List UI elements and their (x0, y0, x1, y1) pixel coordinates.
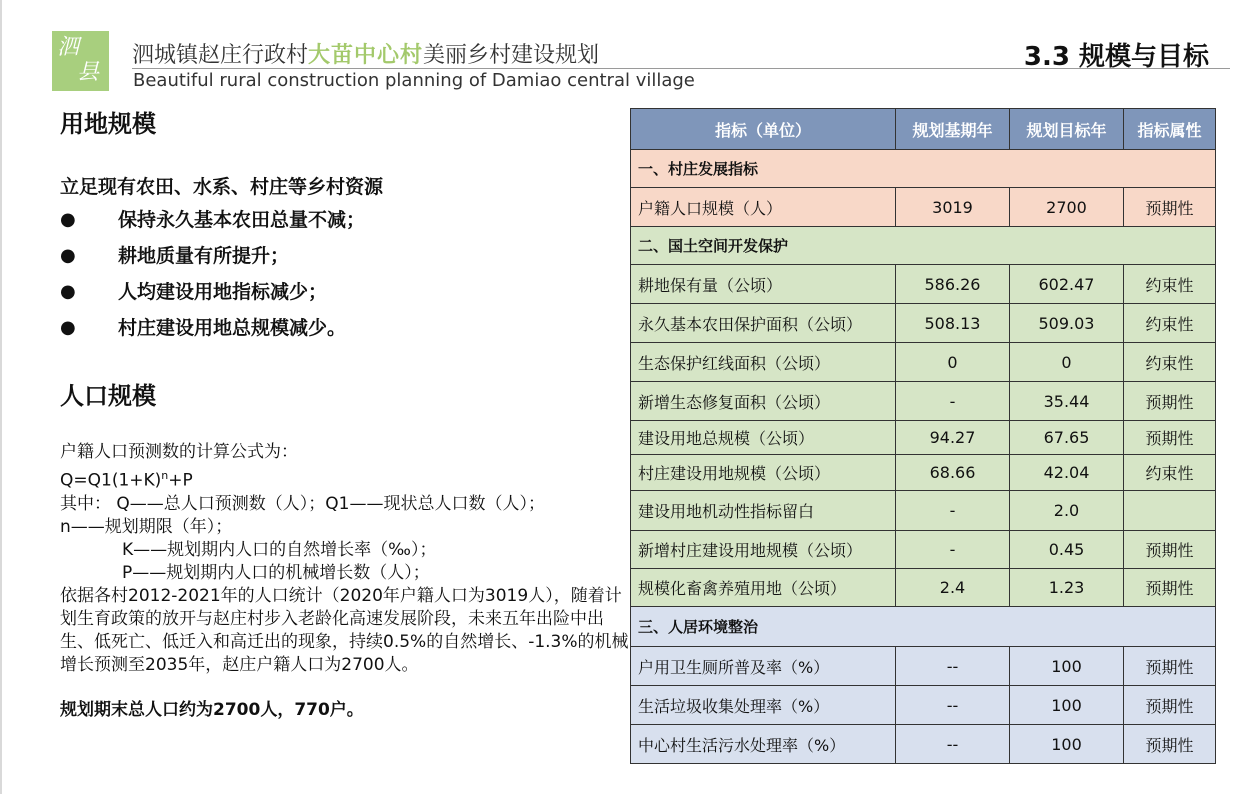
target-value: 35.44 (1010, 382, 1124, 421)
header-target-year: 规划目标年 (1010, 109, 1124, 150)
list-item (60, 205, 365, 241)
formula-tail: +P (168, 470, 193, 491)
bullet-icon: ● (60, 281, 76, 302)
attribute-value: 预期性 (1124, 647, 1216, 686)
definition-q: 其中： Q——总人口预测数（人）；Q1——现状总人口数（人）； (60, 493, 545, 514)
list-item (60, 241, 365, 277)
base-value: - (896, 382, 1010, 421)
indicator-name: 户用卫生厕所普及率（%） (631, 647, 896, 686)
section-row-living-environment (631, 607, 1216, 647)
indicator-name: 中心村生活污水处理率（%） (631, 725, 896, 764)
list-item (60, 277, 365, 313)
section-row-land-protection (631, 227, 1216, 265)
population-scale-title: 人口规模 (60, 382, 156, 410)
base-value: 3019 (896, 188, 1010, 227)
table-row (631, 569, 1216, 607)
header-attribute: 指标属性 (1124, 109, 1216, 150)
table-row (631, 455, 1216, 491)
target-value: 2.0 (1010, 491, 1124, 531)
population-paragraph: 依据各村2012-2021年的人口统计（2020年户籍人口为3019人），随着计划生育政策的放开与赵庄村步入老龄化高速发展阶段，未来五年出险中出生、低死亡、低迁入和高迁出的现象，持续0.5%的自然增长、-1.3%的机械增长预测至2035年，赵庄户籍人口为2700人。 (60, 585, 629, 675)
table-row (631, 647, 1216, 686)
bullet-icon: ● (60, 209, 76, 230)
attribute-value: 预期性 (1124, 686, 1216, 725)
table-row (631, 265, 1216, 304)
target-value: 2700 (1010, 188, 1124, 227)
indicator-name: 户籍人口规模（人） (631, 188, 896, 227)
formula-exponent: n (161, 469, 169, 482)
title-prefix: 泗城镇赵庄行政村 (132, 43, 309, 68)
bullet-text: 村庄建设用地总规模减少。 (118, 317, 347, 339)
population-text-block (60, 441, 630, 722)
attribute-value: 预期性 (1124, 531, 1216, 569)
base-value: -- (896, 725, 1010, 764)
attribute-value: 约束性 (1124, 455, 1216, 491)
table-header-row (631, 109, 1216, 150)
bullet-icon: ● (60, 317, 76, 338)
county-logo (52, 31, 109, 91)
land-bullet-list (60, 205, 365, 349)
section-title: 二、国土空间开发保护 (631, 227, 1216, 265)
table-row (631, 421, 1216, 455)
attribute-value: 约束性 (1124, 265, 1216, 304)
attribute-value (1124, 491, 1216, 531)
table-row (631, 382, 1216, 421)
indicator-table (630, 108, 1216, 764)
left-edge-rule (0, 0, 2, 794)
table-row (631, 686, 1216, 725)
indicator-name: 新增村庄建设用地规模（公顷） (631, 531, 896, 569)
bullet-icon: ● (60, 245, 76, 266)
definition-k: K——规划期内人口的自然增长率（‰）； (122, 539, 437, 560)
indicator-name: 生活垃圾收集处理率（%） (631, 686, 896, 725)
table-row (631, 725, 1216, 764)
section-heading: 3.3 规模与目标 (1023, 42, 1209, 72)
attribute-value: 约束性 (1124, 304, 1216, 343)
page-title (132, 38, 599, 69)
section-row-village-development (631, 150, 1216, 188)
attribute-value: 预期性 (1124, 569, 1216, 607)
attribute-value: 预期性 (1124, 188, 1216, 227)
definition-p: P——规划期内人口的机械增长数（人）； (122, 562, 430, 583)
section-title: 三、人居环境整治 (631, 607, 1216, 647)
indicator-name: 新增生态修复面积（公顷） (631, 382, 896, 421)
bullet-text: 保持永久基本农田总量不减； (118, 209, 366, 231)
base-value: - (896, 531, 1010, 569)
land-scale-title: 用地规模 (60, 110, 156, 138)
base-value: 0 (896, 343, 1010, 382)
base-value: 2.4 (896, 569, 1010, 607)
bullet-text: 人均建设用地指标减少； (118, 281, 328, 303)
attribute-value: 约束性 (1124, 343, 1216, 382)
indicator-name: 规模化畜禽养殖用地（公顷） (631, 569, 896, 607)
target-value: 100 (1010, 725, 1124, 764)
formula-intro: 户籍人口预测数的计算公式为： (60, 442, 298, 462)
title-highlight: 大苗中心村 (308, 43, 424, 68)
target-value: 509.03 (1010, 304, 1124, 343)
indicator-name: 村庄建设用地规模（公顷） (631, 455, 896, 491)
population-total: 规划期末总人口约为2700人，770户。 (60, 699, 364, 720)
definition-n: n——规划期限（年）； (60, 516, 233, 537)
land-intro: 立足现有农田、水系、村庄等乡村资源 (60, 176, 384, 198)
logo-char-2: 县 (77, 60, 100, 85)
table-row (631, 491, 1216, 531)
indicator-name: 永久基本农田保护面积（公顷） (631, 304, 896, 343)
logo-char-1: 泗 (57, 35, 80, 60)
target-value: 42.04 (1010, 455, 1124, 491)
table-row (631, 343, 1216, 382)
base-value: 586.26 (896, 265, 1010, 304)
header-base-year: 规划基期年 (896, 109, 1010, 150)
attribute-value: 预期性 (1124, 382, 1216, 421)
target-value: 100 (1010, 686, 1124, 725)
base-value: 94.27 (896, 421, 1010, 455)
indicator-name: 建设用地机动性指标留白 (631, 491, 896, 531)
table-row (631, 304, 1216, 343)
indicator-name: 建设用地总规模（公顷） (631, 421, 896, 455)
target-value: 1.23 (1010, 569, 1124, 607)
section-title: 一、村庄发展指标 (631, 150, 1216, 188)
base-value: -- (896, 686, 1010, 725)
attribute-value: 预期性 (1124, 725, 1216, 764)
target-value: 67.65 (1010, 421, 1124, 455)
bullet-text: 耕地质量有所提升； (118, 245, 290, 267)
formula-main: Q=Q1(1+K) (60, 470, 162, 491)
base-value: 508.13 (896, 304, 1010, 343)
indicator-name: 生态保护红线面积（公顷） (631, 343, 896, 382)
indicator-name: 耕地保有量（公顷） (631, 265, 896, 304)
target-value: 602.47 (1010, 265, 1124, 304)
target-value: 100 (1010, 647, 1124, 686)
base-value: 68.66 (896, 455, 1010, 491)
table-row (631, 188, 1216, 227)
target-value: 0 (1010, 343, 1124, 382)
target-value: 0.45 (1010, 531, 1124, 569)
title-suffix: 美丽乡村建设规划 (423, 43, 600, 68)
table-row (631, 531, 1216, 569)
attribute-value: 预期性 (1124, 421, 1216, 455)
page-subtitle: Beautiful rural construction planning of Damiao central village (133, 70, 695, 91)
formula (60, 464, 630, 493)
base-value: -- (896, 647, 1010, 686)
list-item (60, 313, 365, 349)
base-value: - (896, 491, 1010, 531)
header-indicator: 指标（单位） (631, 109, 896, 150)
